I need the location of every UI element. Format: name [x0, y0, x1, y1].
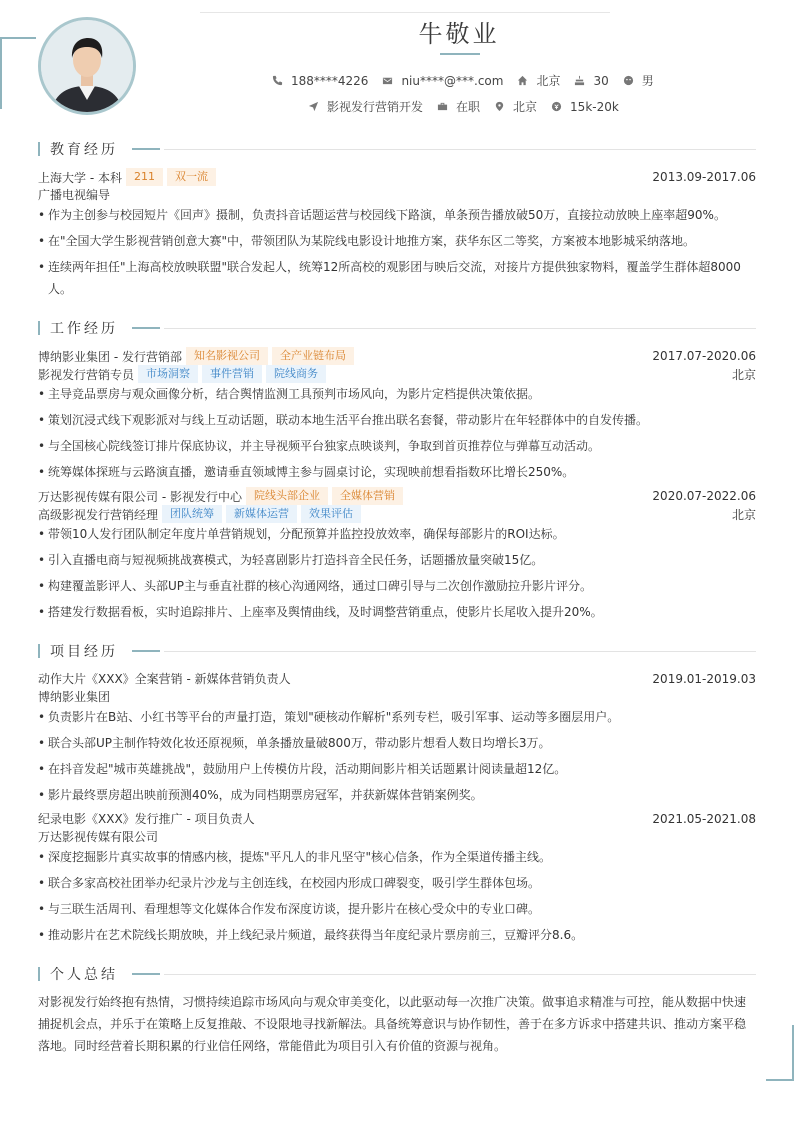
salary-item: [551, 100, 619, 114]
section-accent-line: [132, 973, 160, 975]
list-item: • 影片最终票房超出映前预测40%，成为同档期票房冠军，并获新媒体营销案例奖。: [38, 788, 483, 802]
phone-icon: [272, 75, 283, 86]
project-org-row: [38, 688, 756, 705]
section-divider: [164, 651, 756, 652]
section-header-project: [38, 641, 756, 661]
send-icon: [308, 101, 319, 112]
target-city-item: [494, 98, 537, 115]
role-tag: 新媒体运营: [226, 505, 297, 523]
list-item: • 策划沉浸式线下观影派对与线上互动话题，联动本地生活平台推出联名套餐，带动影片在年轻群体中的自发传播。: [38, 413, 649, 427]
section-marker: [38, 142, 40, 156]
corner-decoration-bottom-right: [766, 1025, 794, 1081]
email-address: niu****@***.com: [401, 73, 504, 88]
home-icon: [517, 75, 528, 86]
list-item: • 深度挖掘影片真实故事的情感内核，提炼"平凡人的非凡坚守"核心信条，作为全渠道传播主线。: [38, 850, 552, 864]
summary-text: 对影视发行始终抱有热情，习惯持续追踪市场风向与观众审美变化，以此驱动每一次推广决策。做事追求精准与可控，能从数据中快速捕捉机会点，并乐于在策略上反复推敲、不设限地寻找新解法。具备统筹意识与协作韧性，善于在多方诉求中搭建共识、推动方案平稳落地。同时经营着长期积累的行业信任网络，常能借此为项目引入有价值的资源与视角。: [38, 995, 747, 1053]
education-row: [38, 168, 756, 186]
section-divider: [164, 149, 756, 150]
list-item: • 引入直播电商与短视频挑战赛模式，为轻喜剧影片打造抖音全民任务，话题播放量突破15亿。: [38, 553, 544, 567]
role-tag: 事件营销: [202, 365, 262, 383]
email-icon: [382, 75, 393, 86]
section-title: 个人总结: [50, 967, 118, 983]
school-name: 上海大学 - 本科: [38, 170, 122, 185]
list-item: • 推动影片在艺术院线长期放映，并上线纪录片频道，最终获得当年度纪录片票房前三，豆瓣评分8.6。: [38, 928, 584, 942]
job-role: 影视发行营销专员: [38, 367, 135, 382]
money-icon: [551, 101, 562, 112]
section-accent-line: [132, 148, 160, 150]
status-item: [437, 98, 480, 115]
company-tag: 全产业链布局: [272, 347, 354, 365]
list-item: • 与全国核心院线签订排片保底协议，并主导视频平台独家点映谈判，争取到首页推荐位与弹幕互动活动。: [38, 439, 601, 453]
list-item: • 联合多家高校社团举办纪录片沙龙与主创连线，在校园内形成口碑裂变，吸引学生群体包场。: [38, 876, 541, 890]
section-marker: [38, 967, 40, 981]
project-org-row: [38, 828, 756, 845]
section-divider: [164, 328, 756, 329]
work-company-row: [38, 487, 756, 505]
work-company-row: [38, 347, 756, 365]
list-item-continuation: 人。: [48, 282, 73, 296]
name-underline: [440, 53, 480, 55]
company-name: 博纳影业集团 - 发行营销部: [38, 349, 182, 364]
section-title: 项目经历: [50, 644, 118, 660]
section-divider: [164, 974, 756, 975]
section-title: 教育经历: [50, 142, 118, 158]
company-tag: 院线头部企业: [246, 487, 328, 505]
gender: 男: [641, 74, 654, 88]
school-tag: 双一流: [167, 168, 216, 186]
map-pin-icon: [494, 101, 505, 112]
gender-item: [623, 72, 654, 89]
work-period: 2017.07-2020.06: [652, 349, 756, 363]
list-item: • 统筹媒体探班与云路演直播，邀请垂直领域博主参与圆桌讨论，实现映前想看指数环比增长250%。: [38, 465, 575, 479]
employment-status: 在职: [456, 100, 481, 114]
age-item: [574, 74, 608, 88]
project-title: 动作大片《XXX》全案营销 - 新媒体营销负责人: [38, 672, 291, 686]
email-item: [382, 74, 503, 88]
role-tag: 团队统筹: [162, 505, 222, 523]
target-city: 北京: [513, 100, 538, 114]
candidate-name: 牛敬业: [418, 20, 500, 48]
phone-number: 188****4226: [291, 73, 369, 88]
major-row: [38, 186, 756, 203]
project-title: 纪录电影《XXX》发行推广 - 项目负责人: [38, 812, 255, 826]
section-title: 工作经历: [50, 321, 118, 337]
project-org: 万达影视传媒有限公司: [38, 830, 159, 844]
location-item: [517, 72, 560, 89]
job-intent-row: [308, 98, 633, 115]
job-role: 高级影视发行营销经理: [38, 507, 159, 522]
major: 广播电视编导: [38, 188, 111, 202]
briefcase-icon: [437, 101, 448, 112]
role-tag: 院线商务: [266, 365, 326, 383]
project-period: 2019.01-2019.03: [652, 671, 756, 686]
work-city: 北京: [731, 367, 756, 382]
work-period: 2020.07-2022.06: [652, 489, 756, 503]
section-header-work: [38, 318, 756, 338]
list-item: • 联合头部UP主制作特效化妆还原视频，单条播放量破800万，带动影片想看人数日均增长3万。: [38, 736, 551, 750]
section-marker: [38, 321, 40, 335]
project-title-row: [38, 670, 756, 687]
project-org: 博纳影业集团: [38, 690, 111, 704]
salary: 15k-20k: [570, 99, 619, 114]
cake-icon: [574, 75, 585, 86]
location: 北京: [536, 74, 561, 88]
company-name: 万达影视传媒有限公司 - 影视发行中心: [38, 489, 242, 504]
list-item: • 与三联生活周刊、看理想等文化媒体合作发布深度访谈，提升影片在核心受众中的专业口碑。: [38, 902, 541, 916]
list-item: • 连续两年担任"上海高校放映联盟"联合发起人，统筹12所高校的观影团与映后交流，对接片方提供独家物料，覆盖学生群体超8000: [38, 260, 741, 274]
phone-item: [272, 74, 368, 88]
gender-icon: [623, 75, 634, 86]
section-header-summary: [38, 964, 756, 984]
contact-info-row: [272, 72, 668, 89]
top-divider: [200, 12, 610, 13]
role-tag: 市场洞察: [138, 365, 198, 383]
list-item: • 带领10人发行团队制定年度片单营销规划，分配预算并监控投放效率，确保每部影片的ROI达标。: [38, 527, 565, 541]
section-header-education: [38, 139, 756, 159]
list-item: • 作为主创参与校园短片《回声》摄制，负责抖音话题运营与校园线下路演，单条预告播放破50万，直接拉动放映上座率超90%。: [38, 208, 726, 222]
target-job: 影视发行营销开发: [327, 100, 424, 114]
list-item: • 构建覆盖影评人、头部UP主与垂直社群的核心沟通网络，通过口碑引导与二次创作激励拉升影片评分。: [38, 579, 593, 593]
target-job-item: [308, 98, 423, 115]
role-tag: 效果评估: [301, 505, 361, 523]
age: 30: [593, 73, 609, 88]
project-title-row: [38, 810, 756, 827]
list-item: • 负责影片在B站、小红书等平台的声量打造，策划"硬核动作解析"系列专栏，吸引军事、运动等多圈层用户。: [38, 710, 620, 724]
list-item: • 在抖音发起"城市英雄挑战"，鼓励用户上传模仿片段，活动期间影片相关话题累计阅读量超12亿。: [38, 762, 567, 776]
project-period: 2021.05-2021.08: [652, 811, 756, 826]
company-tag: 知名影视公司: [186, 347, 268, 365]
company-tag: 全媒体营销: [332, 487, 403, 505]
section-marker: [38, 644, 40, 658]
list-item: • 主导竞品票房与观众画像分析，结合舆情监测工具预判市场风向，为影片定档提供决策依据。: [38, 387, 541, 401]
section-accent-line: [132, 650, 160, 652]
list-item: • 搭建发行数据看板，实时追踪排片、上座率及舆情曲线，及时调整营销重点，使影片长尾收入提升20%。: [38, 605, 603, 619]
school-tag: 211: [126, 168, 163, 186]
section-accent-line: [132, 327, 160, 329]
work-city: 北京: [731, 507, 756, 522]
list-item: • 在"全国大学生影视营销创意大赛"中，带领团队为某院线电影设计地推方案，获华东区二等奖，方案被本地影城采纳落地。: [38, 234, 696, 248]
education-period: 2013.09-2017.06: [652, 170, 756, 184]
